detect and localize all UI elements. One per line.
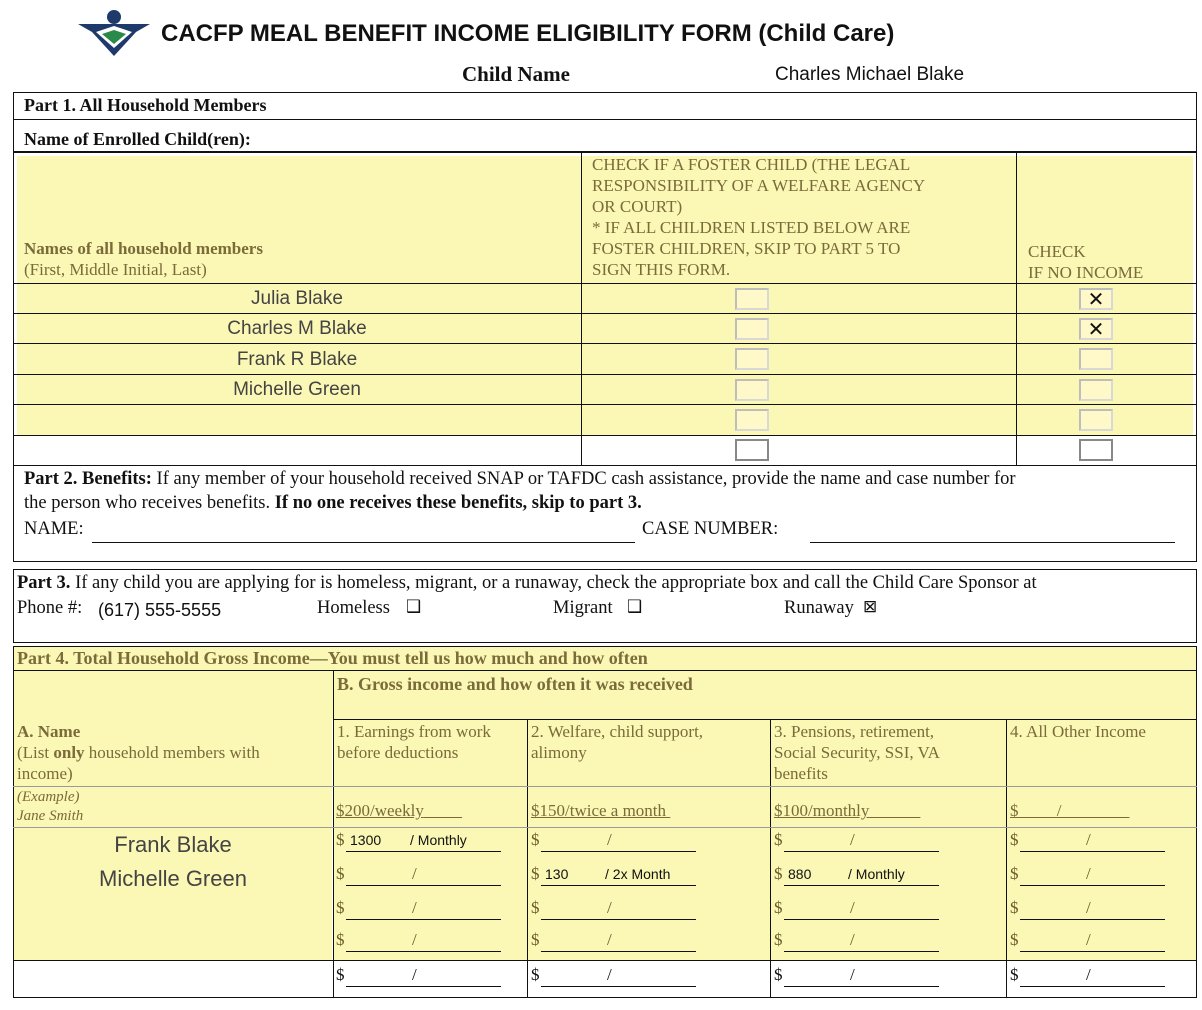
example-col1: $200/weekly	[336, 801, 424, 820]
frequency-slash: /	[1086, 965, 1091, 984]
income-row1-col1[interactable]	[336, 830, 501, 854]
col3-header: 3. Pensions, retirement, Social Security, SSI, VA benefits	[774, 722, 940, 783]
income-row3-col2[interactable]	[531, 898, 696, 922]
member-name-4[interactable]: Michelle Green	[233, 379, 361, 400]
frequency-slash: /	[607, 830, 612, 849]
income-row4-col1[interactable]	[336, 930, 501, 954]
dollar-sign: $	[336, 830, 345, 849]
migrant-checkbox[interactable]: ❑	[627, 597, 643, 617]
dollar-sign: $	[774, 930, 783, 949]
frequency-slash: /	[412, 965, 417, 984]
no-income-checkbox-5[interactable]	[1079, 409, 1113, 431]
amount-underline	[1020, 885, 1165, 886]
amount-underline	[784, 885, 939, 886]
dollar-sign: $	[774, 864, 783, 883]
dollar-sign: $	[531, 898, 540, 917]
income-row3-col3[interactable]	[774, 898, 939, 922]
dollar-sign: $	[531, 930, 540, 949]
dollar-sign: $	[774, 898, 783, 917]
frequency-slash: /	[607, 930, 612, 949]
frequency-slash: /	[850, 830, 855, 849]
dollar-sign: $	[1010, 830, 1019, 849]
frequency-slash: /	[412, 898, 417, 917]
no-income-checkbox-3[interactable]	[1079, 348, 1113, 370]
amount-underline	[346, 986, 501, 987]
foster-header: CHECK IF A FOSTER CHILD (THE LEGAL RESPONSIBILITY OF A WELFARE AGENCY OR COURT) * IF ALL CHILDREN LISTED BELOW ARE FOSTER CHILDREN, SKIP TO PART 5 TO SIGN THIS FORM.	[592, 155, 926, 279]
frequency-value: / Monthly	[848, 866, 905, 882]
income-row2-col3[interactable]	[774, 864, 939, 888]
example-col3: $100/monthly	[774, 801, 870, 820]
enrolled-children-label: Name of Enrolled Child(ren):	[24, 129, 251, 149]
income-row2-col4[interactable]	[1010, 864, 1165, 888]
col2-header: 2. Welfare, child support, alimony	[531, 722, 704, 762]
income-row2-col1[interactable]	[336, 864, 501, 888]
example-col2: $150/twice a month	[531, 801, 667, 820]
amount-underline	[541, 919, 696, 920]
no-income-header: CHECK IF NO INCOME	[1028, 242, 1144, 282]
member-name-1[interactable]: Julia Blake	[251, 288, 343, 309]
homeless-label: Homeless	[317, 598, 390, 618]
frequency-value: / 2x Month	[605, 866, 671, 882]
child-name-label: Child Name	[462, 62, 570, 86]
amount-underline	[346, 919, 501, 920]
frequency-slash: /	[607, 965, 612, 984]
amount-underline	[346, 951, 501, 952]
dollar-sign: $	[1010, 930, 1019, 949]
income-row1-col3[interactable]	[774, 830, 939, 854]
benefits-name-label: NAME:	[24, 519, 84, 539]
runaway-checkbox[interactable]: ⊠	[863, 597, 878, 617]
amount-underline	[541, 986, 696, 987]
foster-checkbox-3[interactable]	[735, 348, 769, 370]
income-row3-col1[interactable]	[336, 898, 501, 922]
part2-text: Part 2. Benefits: If any member of your household received SNAP or TAFDC cash assistance, provide the name and case number for the person who receives benefits. If no one receives these benefits, skip to part 3.	[24, 469, 1016, 513]
income-row4-col3[interactable]	[774, 930, 939, 954]
frequency-slash: /	[1086, 830, 1091, 849]
example-col4: $ /	[1010, 801, 1130, 820]
income-row4-col4[interactable]	[1010, 930, 1165, 954]
amount-underline	[1020, 986, 1165, 987]
migrant-label: Migrant	[553, 598, 613, 618]
no-income-checkbox-1[interactable]: ✕	[1079, 288, 1113, 310]
dollar-sign: $	[531, 864, 540, 883]
section-b-title: B. Gross income and how often it was received	[337, 674, 693, 694]
amount-underline	[1020, 919, 1165, 920]
amount-value: 130	[545, 866, 569, 882]
amount-value: 880	[788, 866, 812, 882]
income-row5-col2[interactable]	[531, 965, 696, 989]
dollar-sign: $	[336, 930, 345, 949]
amount-underline	[784, 851, 939, 852]
case-number-label: CASE NUMBER:	[642, 519, 779, 539]
income-name-2[interactable]: Michelle Green	[99, 866, 247, 891]
phone-label: Phone #:	[17, 598, 83, 618]
amount-underline	[784, 986, 939, 987]
income-row4-col2[interactable]	[531, 930, 696, 954]
child-name-field[interactable]: Charles Michael Blake	[775, 64, 965, 85]
amount-underline	[784, 919, 939, 920]
frequency-slash: /	[850, 898, 855, 917]
dollar-sign: $	[531, 830, 540, 849]
amount-value: 1300	[350, 832, 382, 848]
dollar-sign: $	[336, 965, 345, 984]
frequency-value: / Monthly	[410, 832, 467, 848]
no-income-checkbox-6[interactable]	[1079, 439, 1113, 461]
member-name-2[interactable]: Charles M Blake	[227, 318, 367, 339]
example-label: (Example) Jane Smith	[17, 789, 84, 824]
amount-underline	[1020, 951, 1165, 952]
dollar-sign: $	[1010, 898, 1019, 917]
frequency-slash: /	[850, 965, 855, 984]
dollar-sign: $	[774, 830, 783, 849]
income-row5-col1[interactable]	[336, 965, 501, 989]
part1-title: Part 1. All Household Members	[24, 95, 267, 115]
income-row5-col3[interactable]	[774, 965, 939, 989]
income-name-1[interactable]: Frank Blake	[114, 832, 232, 857]
income-row1-col4[interactable]	[1010, 830, 1165, 854]
col-a-header: A. Name (List only household members with income)	[17, 722, 260, 783]
no-income-checkbox-4[interactable]	[1079, 379, 1113, 401]
frequency-slash: /	[1086, 864, 1091, 883]
foster-checkbox-4[interactable]	[735, 379, 769, 401]
frequency-slash: /	[1086, 898, 1091, 917]
income-row1-col2[interactable]	[531, 830, 696, 854]
frequency-slash: /	[607, 898, 612, 917]
amount-underline	[346, 885, 501, 886]
frequency-slash: /	[850, 930, 855, 949]
dollar-sign: $	[336, 864, 345, 883]
no-income-checkbox-2[interactable]: ✕	[1079, 318, 1113, 340]
benefits-name-field[interactable]	[92, 522, 635, 543]
dollar-sign: $	[336, 898, 345, 917]
form-title: CACFP MEAL BENEFIT INCOME ELIGIBILITY FORM (Child Care)	[161, 20, 895, 47]
member-name-3[interactable]: Frank R Blake	[236, 349, 358, 370]
phone-field[interactable]: (617) 555-5555	[98, 600, 222, 620]
dollar-sign: $	[1010, 965, 1019, 984]
amount-underline	[541, 851, 696, 852]
income-row5-col4[interactable]	[1010, 965, 1165, 989]
col1-header: 1. Earnings from work before deductions	[337, 722, 491, 762]
runaway-label: Runaway	[784, 598, 854, 618]
frequency-slash: /	[1086, 930, 1091, 949]
homeless-checkbox[interactable]: ❑	[406, 597, 422, 617]
case-number-field[interactable]	[810, 522, 1175, 543]
dollar-sign: $	[531, 965, 540, 984]
col4-header: 4. All Other Income	[1010, 722, 1146, 741]
dollar-sign: $	[1010, 864, 1019, 883]
foster-checkbox-2[interactable]	[735, 318, 769, 340]
frequency-slash: /	[412, 864, 417, 883]
income-row3-col4[interactable]	[1010, 898, 1165, 922]
income-row2-col2[interactable]	[531, 864, 696, 888]
dollar-sign: $	[774, 965, 783, 984]
amount-underline	[541, 951, 696, 952]
state-logo	[76, 10, 152, 56]
amount-underline	[1020, 851, 1165, 852]
foster-checkbox-1[interactable]	[735, 288, 769, 310]
amount-underline	[346, 851, 501, 852]
amount-underline	[541, 885, 696, 886]
names-header: Names of all household members (First, Middle Initial, Last)	[24, 239, 263, 279]
part3-text: Part 3. If any child you are applying for is homeless, migrant, or a runaway, check the appropriate box and call the Child Care Sponsor at	[17, 573, 1037, 593]
foster-checkbox-6[interactable]	[735, 439, 769, 461]
amount-underline	[784, 951, 939, 952]
foster-checkbox-5[interactable]	[735, 409, 769, 431]
frequency-slash: /	[412, 930, 417, 949]
part4-title: Part 4. Total Household Gross Income—You must tell us how much and how often	[17, 648, 648, 668]
